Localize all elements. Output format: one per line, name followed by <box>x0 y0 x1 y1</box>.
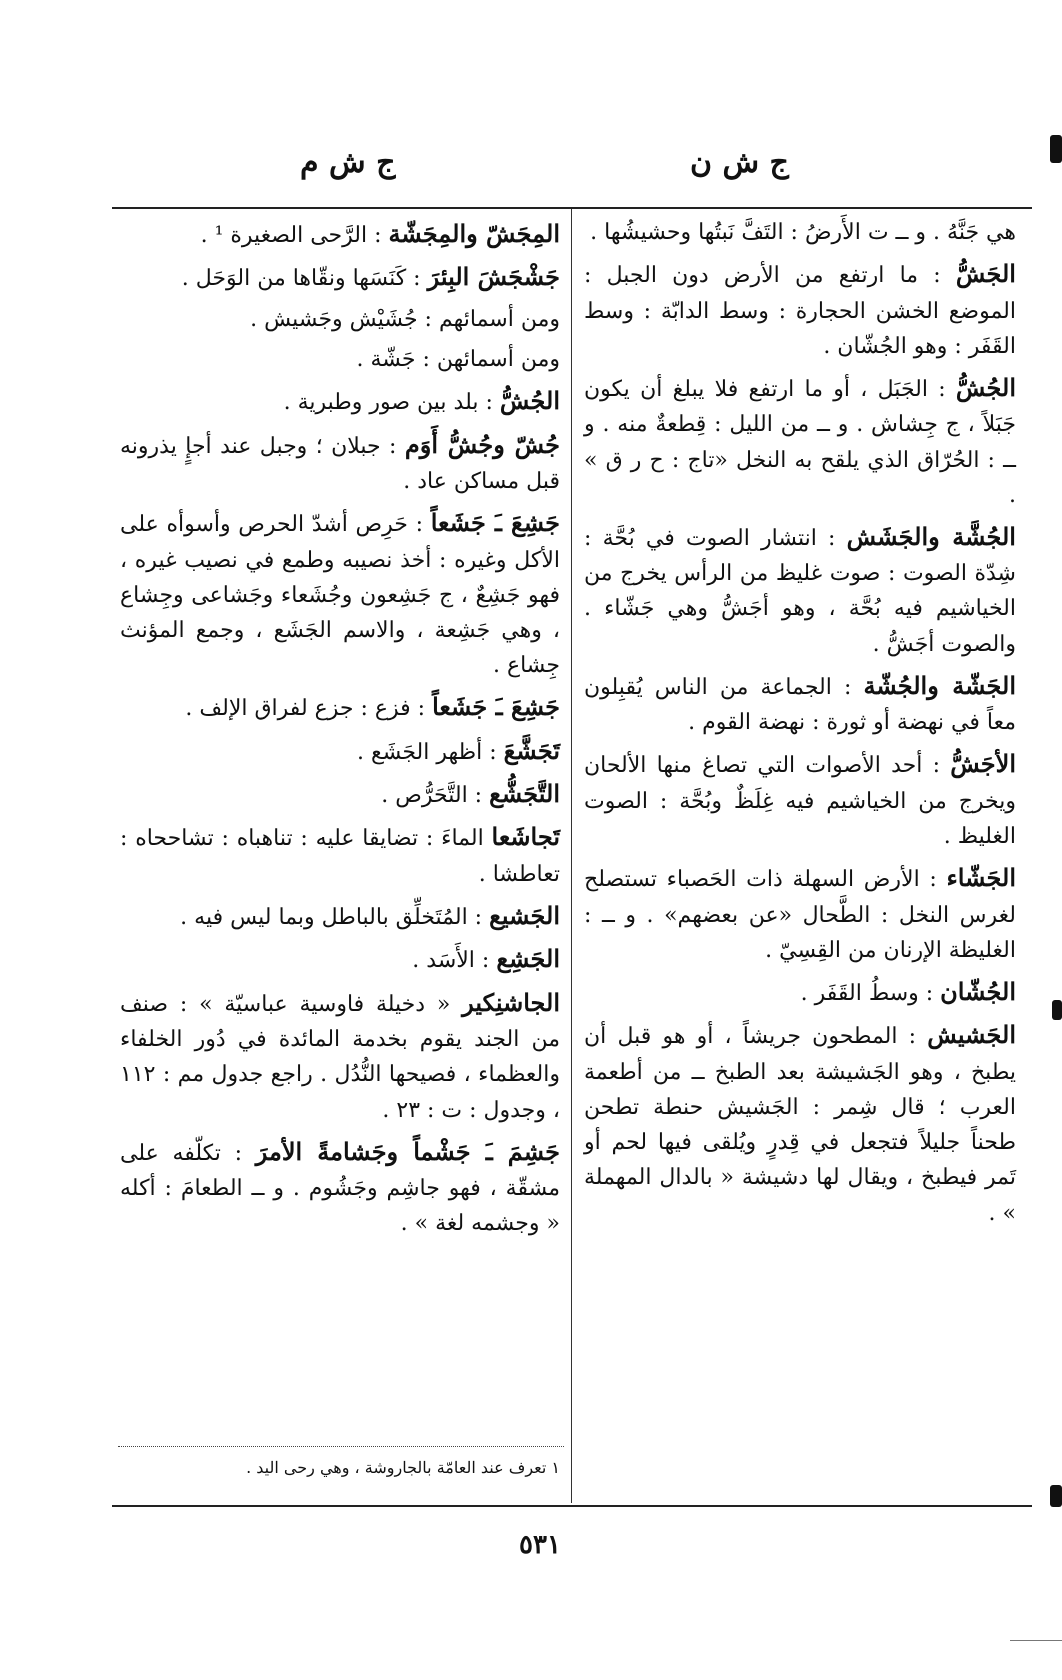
dictionary-entry <box>584 369 1016 513</box>
entry-definition: هي جَنَّهُ . و ــ ت الأَرضُ : التَفَّ نَبتُها وحشيشُها . <box>590 220 1016 245</box>
dictionary-entry <box>120 897 560 935</box>
entry-headword: الجُشُّ <box>955 372 1016 402</box>
entry-headword: الأجَشُّ <box>950 749 1016 779</box>
entry-definition: الماءَ : تضايقا عليه : تناهباه : تشاححاه : تعاطشا . <box>120 826 560 887</box>
dictionary-entry <box>584 518 1016 662</box>
footer-rule <box>112 1505 1032 1507</box>
dictionary-entry <box>120 818 560 892</box>
entry-definition: : كَنَسَها ونقّاها من الوَحَل . <box>181 266 421 292</box>
entry-headword: جَشْجَشَ البِئرَ <box>427 262 560 292</box>
entry-definition: : الأَسَد . <box>412 948 490 974</box>
scan-edge-mark <box>1052 1000 1062 1020</box>
entry-definition: : أحد الأصوات التي تصاغ منها الألحان ويخرج من الخياشيم فيه غِلَظٌ وبُحَّة : الصوت الغليظ . <box>584 753 1016 850</box>
running-header-right: ج ش ن <box>690 145 789 180</box>
entry-definition: : التَّحَرُّص . <box>381 783 483 809</box>
entry-definition: : المُتَخلِّق بالباطل وبما ليس فيه . <box>180 905 483 931</box>
dictionary-entry <box>120 504 560 683</box>
entry-headword: الجَشّة والجُشّة <box>863 670 1016 700</box>
entry-headword: جُشّ وجُشُّ أَوَم <box>404 429 561 459</box>
entry-headword: الجُشُّ <box>499 386 560 416</box>
entry-definition: : الرَّحى الصغيرة ¹ . <box>200 223 382 248</box>
entry-definition: : ما ارتفع من الأرض دون الجبل : الموضع الخشن الحجارة : وسط الدابّة : وسط القَفَر : وهو الجُشّان . <box>584 263 1016 359</box>
entry-definition: : وسطُ القَفَر . <box>800 980 934 1006</box>
dictionary-entry <box>120 382 560 420</box>
entry-headword: جَشِمَ ـَ جَشْماً وجَشامةً الأمرَ <box>255 1136 561 1166</box>
entry-headword: الجَشّاء <box>946 863 1016 893</box>
page-number: ٥٣١ <box>519 1530 561 1560</box>
entry-headword: الجُشَّة والجَشَش <box>846 521 1016 551</box>
entry-headword: الجَشيش <box>927 1020 1016 1050</box>
entry-definition: : بلد بين صور وطبرية . <box>283 390 493 416</box>
column-divider <box>571 209 572 1503</box>
footnote: ١ تعرف عند العامّة بالجاروشة ، وهي رحى اليد . <box>246 1458 560 1477</box>
header-rule <box>112 207 1032 209</box>
entry-definition: : الجماعة من الناس يُقبِلون معاً في نهضة أو ثورة : نهضة القوم . <box>584 674 1016 736</box>
entry-definition: : الأرض السهلة ذات الحَصباء تستصلح لغرس النخل : الطَّحال «عن بعضهم» . و ــ : الغليظة الإرنان من القِسِيّ . <box>584 867 1016 963</box>
left-column <box>120 215 560 1247</box>
dictionary-entry <box>584 745 1016 854</box>
dictionary-entry <box>584 255 1016 364</box>
dictionary-entry <box>120 215 560 253</box>
right-column <box>584 215 1016 1236</box>
dictionary-entry <box>120 732 560 770</box>
dictionary-entry <box>120 688 560 726</box>
entry-definition: : فزع : جزع لفراق الإلف . <box>185 696 426 722</box>
dictionary-entry <box>584 667 1016 741</box>
entry-headword: الجَشِع <box>496 944 560 974</box>
entry-definition: ومن أسمائهم : جُشَيْش وجَشيش . <box>250 306 560 332</box>
dictionary-entry <box>120 940 560 978</box>
dictionary-entry <box>120 342 560 377</box>
entry-headword: الجَشُّ <box>955 259 1016 289</box>
entry-headword: جَشِعَ ـَ جَشَعاً <box>430 508 561 538</box>
entry-headword: الجَشيع <box>489 901 560 931</box>
dictionary-entry <box>584 973 1016 1011</box>
entry-definition: : حَرِص أشدّ الحرص وأسوأه على الأكل وغيره : أخذ نصيبه وطمع في نصيب غيره ، فهو جَشِعٌ ، ج جَشِعون وجُشَعاء وجَشاعى وجِشاع ، وهي جَشِعة ، والاسم الجَشَع ، وجمع المؤنث جِشاع . <box>120 512 560 679</box>
entry-definition: : أظهر الجَشَع . <box>357 739 497 765</box>
footnote-rule <box>118 1446 564 1447</box>
dictionary-entry <box>120 1133 560 1242</box>
entry-headword: التَّجَشُّع <box>489 779 560 809</box>
entry-headword: الجاشنِكير <box>462 987 560 1017</box>
entry-headword: جَشِعَ ـَ جَشَعاً <box>432 692 560 722</box>
entry-headword: المِجَشّ والمِجَشّة <box>388 219 560 248</box>
entry-headword: تَجَشَّعَ <box>503 735 560 765</box>
dictionary-entry <box>120 426 560 500</box>
entry-definition: : الجَبَل ، أو ما ارتفع فلا يبلغ أن يكون جَبَلاً ، ج جِشاش . و ــ من الليل : قِطعةٌ منه . و ــ : الحُرّاق الذي يلقح به النخل «تاج : ح ر ق » . <box>584 376 1016 508</box>
entry-definition: : انتشار الصوت في بُحَّة : شِدّة الصوت : صوت غليظ من الرأس يخرج من الخياشيم فيه بُحَّة ، وهو أجَشُّ وهي جَشّاء . والصوت أجَشُّ . <box>584 525 1016 657</box>
running-header-left: ج ش م <box>300 145 396 180</box>
scan-edge-mark <box>1050 1485 1062 1507</box>
entry-definition: ومن أسمائهن : جَشّة . <box>356 346 560 372</box>
dictionary-entry <box>584 1016 1016 1230</box>
entry-definition: : تكلّفه على مشقّة ، فهو جاشِم وجَشُوم . و ــ الطعامَ : أكله « وجشمه لغة » . <box>120 1140 560 1237</box>
entry-headword: تَجاشَعا <box>491 822 560 852</box>
scan-edge-line <box>1010 1640 1062 1641</box>
dictionary-entry <box>120 258 560 296</box>
dictionary-entry <box>120 775 560 813</box>
dictionary-entry <box>120 984 560 1128</box>
entry-definition: « دخيلة فاوسية عباسيّة » : صنف من الجند يقوم بخدمة المائدة في دُور الخلفاء والعظماء ، فصيحها النُّدُل . راجع جدول مم : ١١٢ ، وجدول : ت : ٢٣ . <box>120 991 560 1123</box>
dictionary-entry <box>584 859 1016 968</box>
entry-headword: الجُشّان <box>940 976 1016 1006</box>
entry-definition: : جبلان ؛ وجبل عند أجإٍ يذرونه قبل مساكن عاد . <box>120 433 560 494</box>
scan-edge-mark <box>1050 135 1062 163</box>
dictionary-entry <box>120 302 560 337</box>
entry-definition: : المطحون جريشاً ، أو هو قبل أن يطبخ ، وهو الجَشيشة بعد الطبخ ــ من أطعمة العرب ؛ قال شِمر : الجَشيش حنطة تطحن طحناً جليلاً فتجعل في قِدرٍ ويُلقى فيها لحم أو تَمر فيطبخ ، ويقال لها دشيشة « بالدال المهملة » . <box>584 1024 1016 1226</box>
dictionary-entry <box>584 215 1016 250</box>
